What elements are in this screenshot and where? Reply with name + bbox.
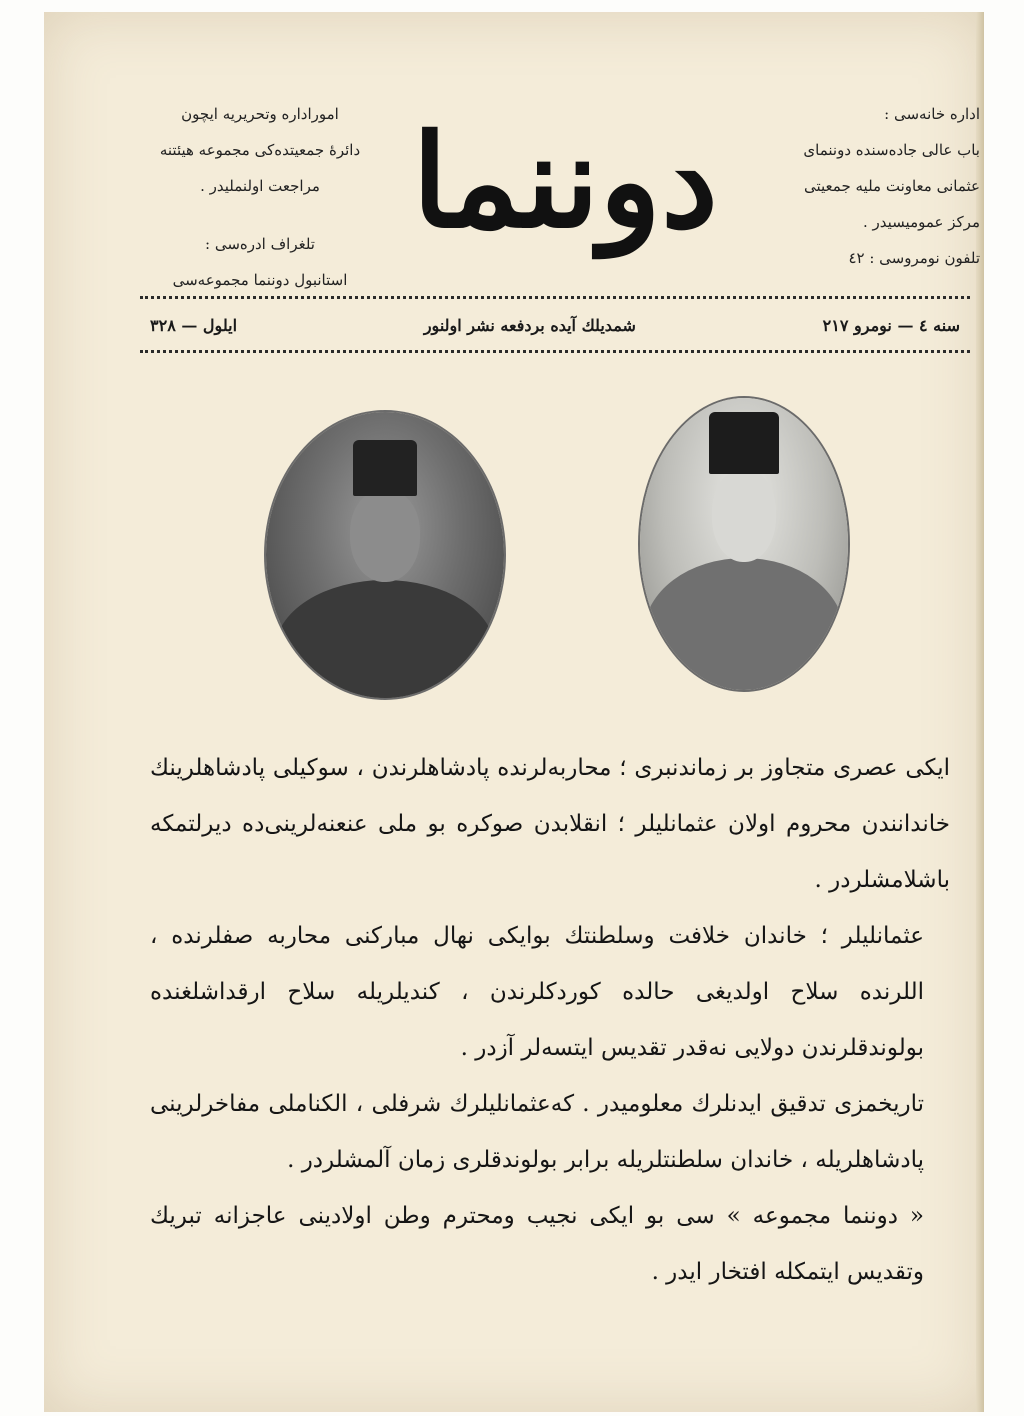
article-paragraph: ایکی عصری متجاوز بر زماندنبری ؛ محاربه‌لرنده پادشاهلرندن ، سوکیلی پادشاهلرینك خاندانندن محروم اولان عثمانلیلر ؛ انقلابدن صوکره بو ملی عنعنه‌لرینی‌ده دیرلتمکه باشلامشلردر . xyxy=(150,755,950,893)
article-body xyxy=(150,740,950,1300)
issue-info-line xyxy=(150,308,960,342)
header-right-line: اداره خانه‌سی : xyxy=(884,105,980,123)
portrait-left-photo xyxy=(266,412,504,698)
telegraph-address: استانبول دوننما مجموعه‌سی xyxy=(172,271,348,289)
header-right-line: مرکز عمومیسیدر . xyxy=(863,213,980,231)
magazine-title: دوننما xyxy=(411,107,719,257)
volume-number: سنه ٤ — نومرو ٢١٧ xyxy=(822,315,960,335)
telegraph-label: تلغراف ادره‌سی : xyxy=(205,235,315,253)
header-left-line: اموراداره وتحریریه ایچون xyxy=(181,105,339,123)
phone-number: تلفون نومروسی : ٤٢ xyxy=(848,249,980,267)
article-paragraph: « دوننما مجموعه » سی بو ایکی نجیب ومحترم وطن اولادینی عاجزانه تبریك وتقدیس ایتمکله افتخار ایدر . xyxy=(150,1203,924,1285)
article-paragraph: تاریخمزی تدقیق ایدنلرك معلومیدر . که‌عثمانلیلرك شرفلی ، الكناملی مفاخرلرینی پادشاهلریله ، خاندان سلطنتلریله برابر بولوندقلری زمان آلمشلردر . xyxy=(150,1091,924,1173)
face-shape xyxy=(350,490,420,582)
publication-frequency: شمدیلك آیده بردفعه نشر اولنور xyxy=(423,315,636,335)
top-dotted-divider xyxy=(140,296,970,299)
face-shape xyxy=(712,470,776,562)
masthead-title xyxy=(385,95,745,270)
bottom-dotted-divider xyxy=(140,350,970,353)
fez-shape xyxy=(353,440,417,496)
header-right-line: باب عالی جاده‌سنده دوننمای xyxy=(803,141,980,159)
uniform-shape xyxy=(644,558,844,690)
header-left-line: مراجعت اولنملیدر . xyxy=(200,177,320,195)
uniform-shape xyxy=(275,580,495,698)
fez-shape xyxy=(709,412,779,474)
header-right-line: عثمانی معاونت ملیه جمعیتی xyxy=(804,177,980,195)
header-right-block xyxy=(770,96,980,276)
header-left-line: دائرهٔ جمعیتده‌کی مجموعه هیئتنه xyxy=(159,141,361,159)
header-left-block xyxy=(145,96,375,298)
portrait-right-photo xyxy=(640,398,848,690)
article-paragraph: عثمانلیلر ؛ خاندان خلافت وسلطنتك بوایکی نهال مبارکنی محاربه صفلرنده ، اللرنده سلاح اولدیغی حالده کوردکلرندن ، کندیلریله سلاح ارقداشلغنده بولوندقلرندن دولایی نه‌قدر تقدیس ایتسه‌لر آزدر . xyxy=(150,923,924,1061)
issue-date: ایلول — ٣٢٨ xyxy=(150,315,238,335)
